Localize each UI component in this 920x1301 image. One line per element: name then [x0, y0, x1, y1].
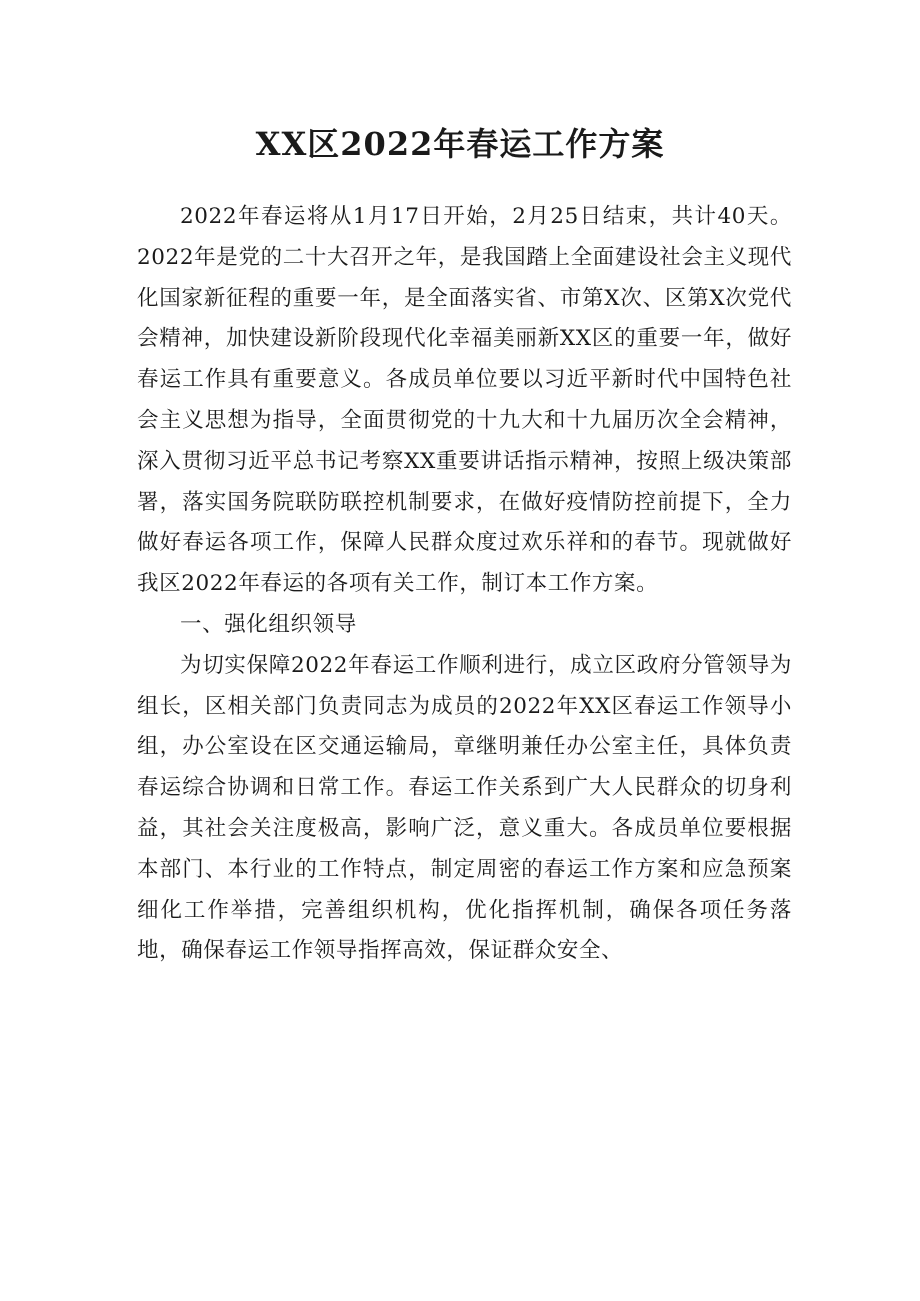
paragraph-section-1: 为切实保障2022年春运工作顺利进行，成立区政府分管领导为组长，区相关部门负责同志为成员的2022年XX区春运工作领导小组，办公室设在区交通运输局，章继明兼任办公室主任，具体负责春运综合协调和日常工作。春运工作关系到广大人民群众的切身利益，其社会关注度极高，影响广泛，意义重大。各成员单位要根据本部门、本行业的工作特点，制定周密的春运工作方案和应急预案细化工作举措，完善组织机构，优化指挥机制，确保各项任务落地，确保春运工作领导指挥高效，保证群众安全、	[137, 652, 792, 964]
document-title: XX区2022年春运工作方案	[255, 125, 665, 163]
document-body	[137, 197, 792, 972]
paragraph-intro: 2022年春运将从1月17日开始，2月25日结束，共计40天。2022年是党的二十大召开之年，是我国踏上全面建设社会主义现代化国家新征程的重要一年，是全面落实省、市第X次、区第X次党代会精神，加快建设新阶段现代化幸福美丽新XX区的重要一年，做好春运工作具有重要意义。各成员单位要以习近平新时代中国特色社会主义思想为指导，全面贯彻党的十九大和十九届历次全会精神，深入贯彻习近平总书记考察XX重要讲话指示精神，按照上级决策部署，落实国务院联防联控机制要求，在做好疫情防控前提下，全力做好春运各项工作，保障人民群众度过欢乐祥和的春节。现就做好我区2022年春运的各项有关工作，制订本工作方案。	[137, 204, 792, 597]
section-heading-1: 一、强化组织领导	[180, 611, 357, 637]
